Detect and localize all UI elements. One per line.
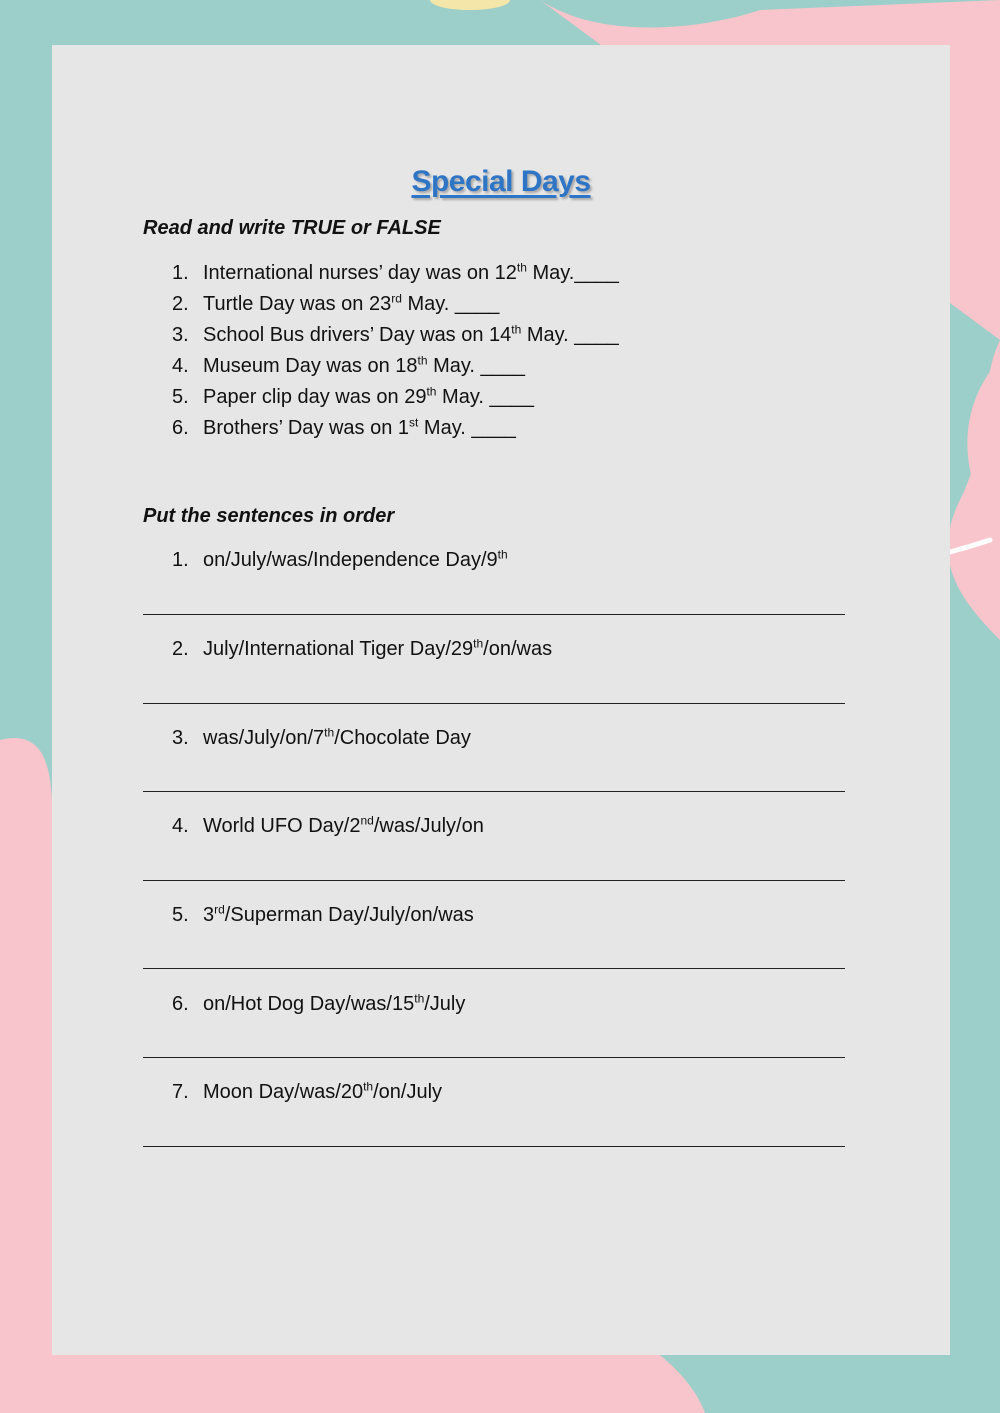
order-item: 6. on/Hot Dog Day/was/15th/July bbox=[172, 991, 466, 1015]
answer-line[interactable] bbox=[143, 880, 845, 881]
order-item: 1. on/July/was/Independence Day/9th bbox=[172, 547, 508, 571]
section-heading-true-false: Read and write TRUE or FALSE bbox=[143, 217, 441, 239]
order-item: 3. was/July/on/7th/Chocolate Day bbox=[172, 725, 471, 749]
order-item: 4. World UFO Day/2nd/was/July/on bbox=[172, 813, 484, 837]
answer-line[interactable] bbox=[143, 1057, 845, 1058]
answer-line[interactable] bbox=[143, 968, 845, 969]
order-item: 2. July/International Tiger Day/29th/on/was bbox=[172, 636, 553, 660]
answer-line[interactable] bbox=[143, 1146, 845, 1147]
true-false-item: 2. Turtle Day was on 23rd May. ____ bbox=[172, 291, 500, 315]
true-false-item: 3. School Bus drivers’ Day was on 14th May. ____ bbox=[172, 322, 619, 346]
true-false-item: 6. Brothers’ Day was on 1st May. ____ bbox=[172, 415, 516, 439]
true-false-item: 1. International nurses’ day was on 12th May.____ bbox=[172, 260, 619, 284]
answer-line[interactable] bbox=[143, 614, 845, 615]
order-item: 5. 3rd/Superman Day/July/on/was bbox=[172, 902, 474, 926]
page-title: Special Days bbox=[411, 165, 591, 198]
answer-line[interactable] bbox=[143, 791, 845, 792]
answer-line[interactable] bbox=[143, 703, 845, 704]
worksheet-page bbox=[52, 45, 950, 1355]
true-false-item: 4. Museum Day was on 18th May. ____ bbox=[172, 353, 526, 377]
section-heading-order: Put the sentences in order bbox=[143, 505, 395, 527]
true-false-item: 5. Paper clip day was on 29th May. ____ bbox=[172, 384, 534, 408]
order-item: 7. Moon Day/was/20th/on/July bbox=[172, 1079, 443, 1103]
